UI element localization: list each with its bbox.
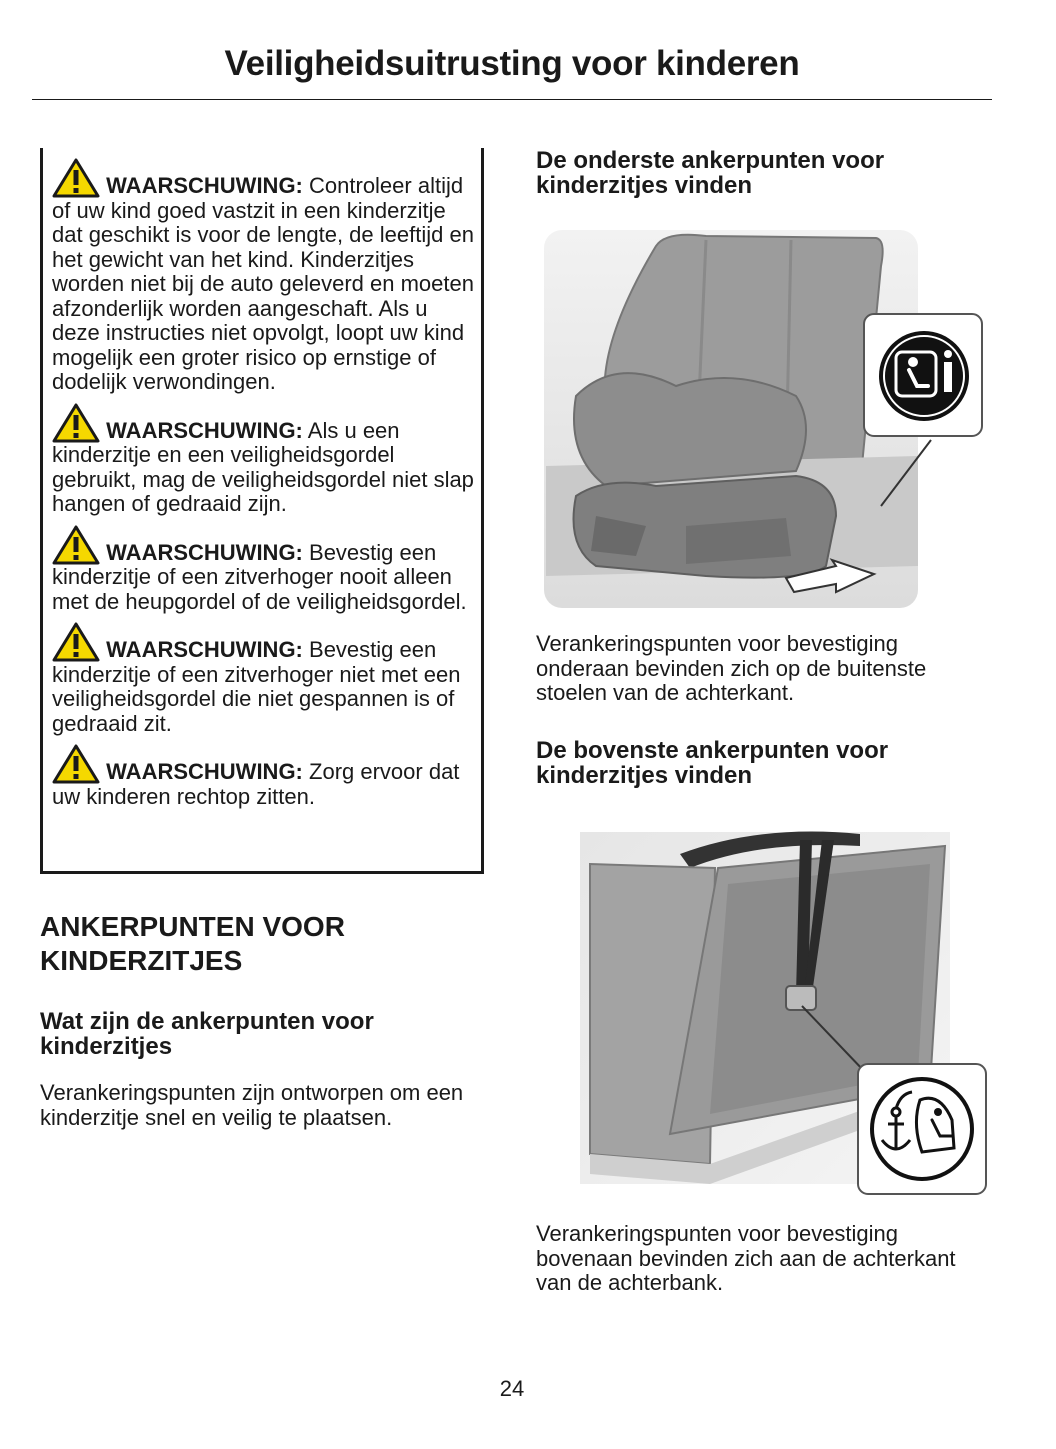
warning-3 [52,525,475,615]
warning-2 [52,403,475,517]
title-divider [32,99,992,100]
page-number: 24 [499,1376,525,1401]
warning-label: WAARSCHUWING: [106,173,303,198]
upper-anchors-caption: Verankeringspunten voor bevestiging bovenaan bevinden zich aan de achterkant van de achterbank. [536,1221,956,1295]
warning-4 [52,622,475,736]
warning-5 [52,744,475,809]
warning-label: WAARSCHUWING: [106,637,303,662]
sub-heading-lower-anchors: De onderste ankerpunten voor kinderzitjes vinden [536,147,885,199]
sub-heading-what-are-anchors: Wat zijn de ankerpunten voor kinderzitjes [40,1008,374,1060]
sub-heading-upper-anchors: De bovenste ankerpunten voor kinderzitjes vinden [536,737,889,789]
upper-anchor-illustration [560,824,992,1200]
warning-text: Bevestig een kinderzitje of een zitverhoger niet met een veiligheidsgordel die niet gespannen is of gedraaid zit. [52,637,461,736]
lower-anchors-caption: Verankeringspunten voor bevestiging onderaan bevinden zich op de buitenste stoelen van de achterkant. [536,631,927,705]
lower-anchor-illustration [536,226,986,612]
warning-text: Controleer altijd of uw kind goed vastzit in een kinderzitje dat geschikt is voor de lengte, de leeftijd en het gewicht van het kind. Kinderzitjes worden niet bij de auto geleverd en moeten afzonderlijk worden aangeschaft. Als u deze instructies niet opvolgt, loopt uw kind mogelijk een groter risico op ernstige of dodelijk verwondingen. [52,173,474,394]
isofix-lower-anchor-icon [879,331,969,421]
warning-text: Zorg ervoor dat uw kinderen rechtop zitten. [52,759,460,809]
page-title: Veiligheidsuitrusting voor kinderen [224,44,800,83]
warning-1 [52,158,475,395]
warning-triangle-icon [52,525,100,565]
warning-text: Als u een kinderzitje en een veiligheidsgordel gebruikt, mag de veiligheidsgordel niet slap hangen of gedraaid zijn. [52,417,474,516]
warning-label: WAARSCHUWING: [106,539,303,565]
warning-triangle-icon [52,403,100,443]
section-title: ANKERPUNTEN VOOR KINDERZITJES [40,911,345,976]
warning-triangle-icon [52,622,100,662]
warning-text: Bevestig een kinderzitje of een zitverhoger nooit alleen met de heupgordel of de veiligheidsgordel. [52,539,467,614]
warning-label: WAARSCHUWING: [106,759,303,784]
anchors-description: Verankeringspunten zijn ontworpen om een kinderzitje snel en veilig te plaatsen. [40,1080,464,1130]
warning-label: WAARSCHUWING: [106,417,303,443]
top-tether-anchor-icon [872,1079,972,1179]
warning-triangle-icon [52,158,100,198]
warning-triangle-icon [52,744,100,784]
warnings-box [40,148,484,874]
